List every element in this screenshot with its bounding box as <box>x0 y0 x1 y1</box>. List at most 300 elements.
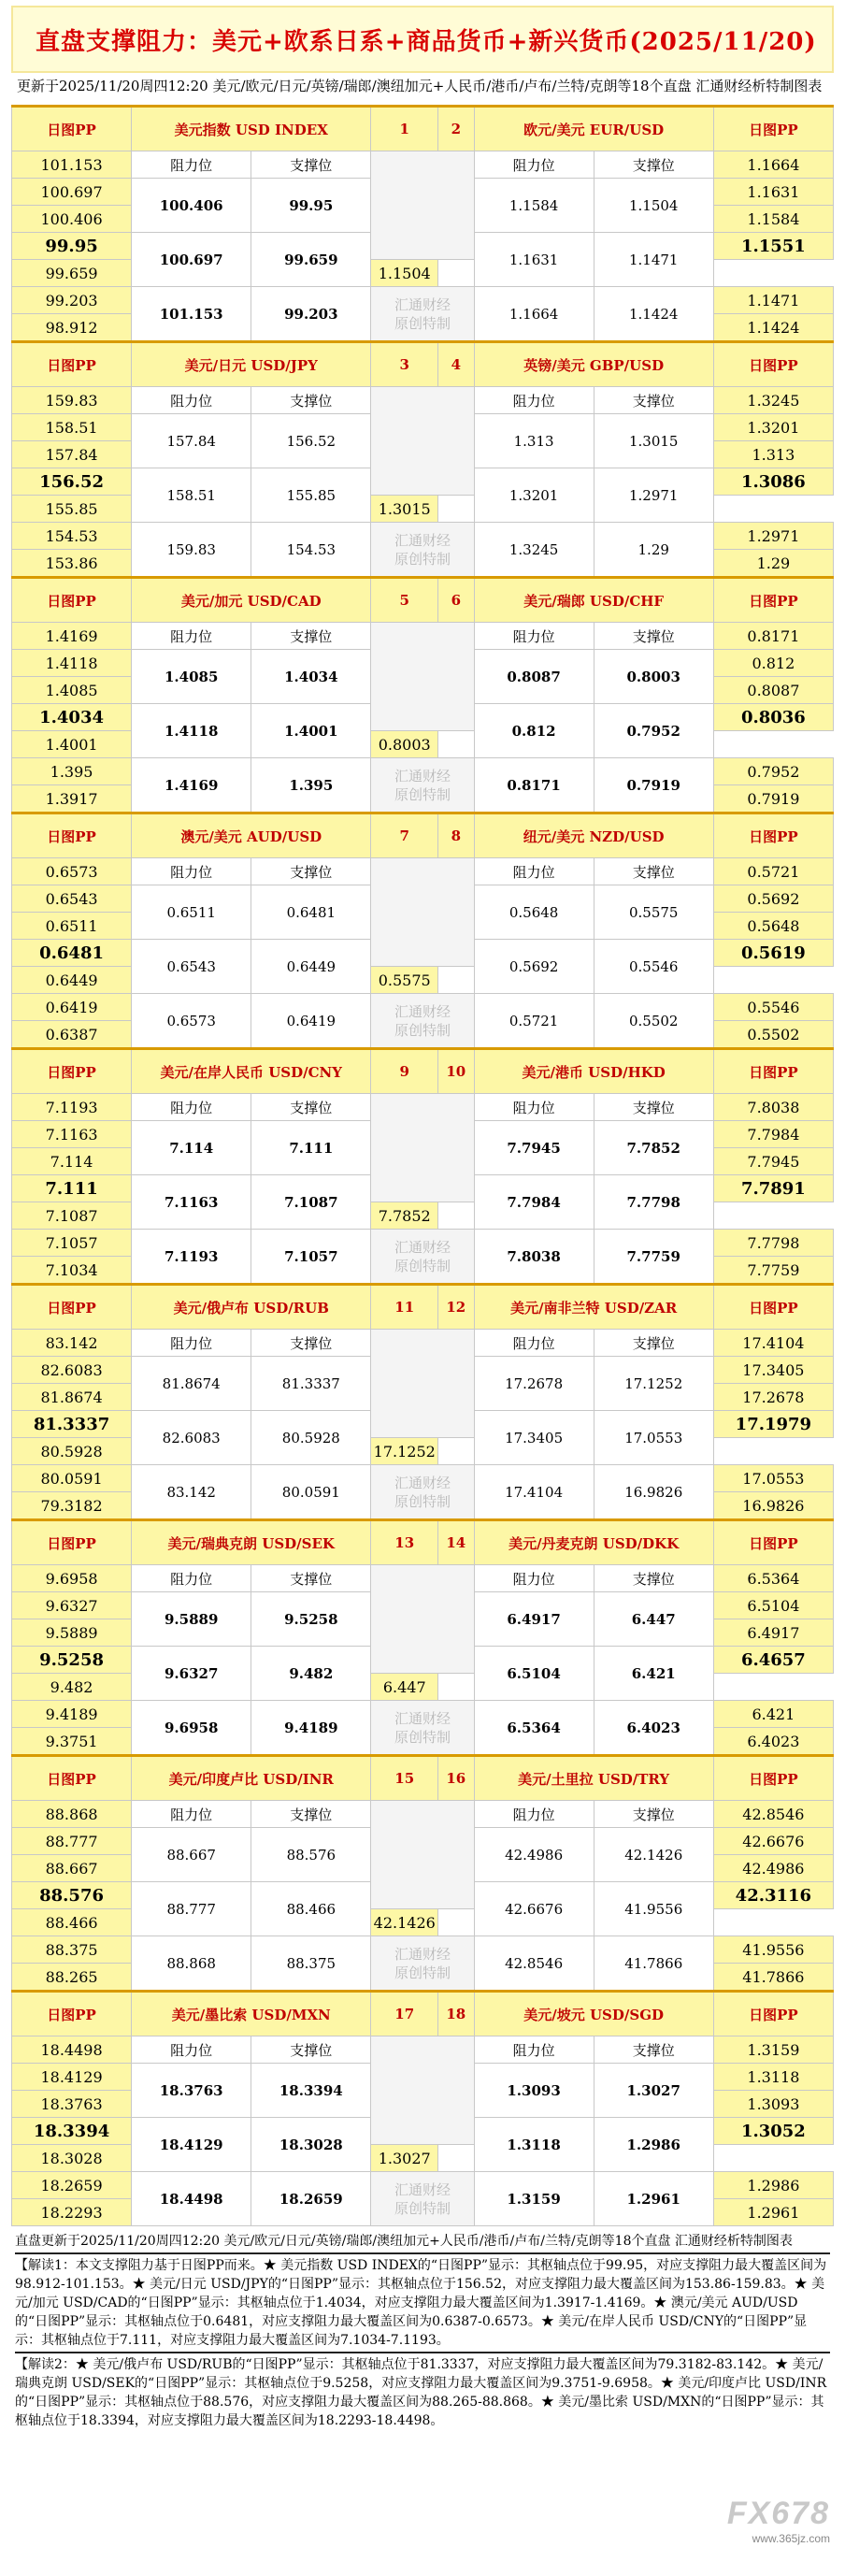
page-title: 直盘支撑阻力：美元+欧系日系+商品货币+新兴货币(2025/11/20) <box>11 6 834 73</box>
pp-value-left: 1.395 <box>12 758 132 785</box>
resistance-value-left: 1.4169 <box>132 758 251 813</box>
pp-value-right: 0.7952 <box>713 758 833 785</box>
pp-value-left: 9.4189 <box>12 1701 132 1728</box>
pp-label-right: 日图PP <box>713 813 833 858</box>
support-value-left: 88.576 <box>251 1828 371 1882</box>
divider <box>15 2352 830 2353</box>
table-row <box>12 2036 834 2064</box>
pp-value-right: 1.1584 <box>713 206 833 233</box>
pp-value-right: 41.9556 <box>713 1936 833 1964</box>
support-value-right: 1.29 <box>594 523 713 578</box>
block-header-row <box>12 578 834 623</box>
divider <box>15 2252 830 2254</box>
resistance-value-left: 9.6327 <box>132 1647 251 1701</box>
watermark-line: 汇通财经 <box>394 767 451 784</box>
pp-value-left: 7.1163 <box>12 1121 132 1148</box>
resistance-value-left: 1.4085 <box>132 650 251 704</box>
pp-value-right: 17.0553 <box>713 1465 833 1492</box>
pp-value-left: 80.0591 <box>12 1465 132 1492</box>
pp-value-right: 41.7866 <box>713 1964 833 1992</box>
watermark-line: 原创特制 <box>394 1964 451 1981</box>
middle-spacer <box>371 151 474 260</box>
pivot-table <box>11 105 834 2226</box>
pp-value-right: 1.3027 <box>371 2145 438 2172</box>
pp-value-left: 1.4085 <box>12 677 132 704</box>
resistance-value-left: 88.868 <box>132 1936 251 1992</box>
pp-value-right: 7.7852 <box>371 1202 438 1230</box>
pp-value-left: 155.85 <box>12 496 132 523</box>
pair-name-left: 美元/墨比索 USD/MXN <box>132 1992 371 2036</box>
resistance-value-right: 1.1664 <box>474 287 594 342</box>
pp-value-left: 7.1034 <box>12 1257 132 1285</box>
pp-value-left: 9.3751 <box>12 1728 132 1756</box>
support-value-left: 0.6419 <box>251 994 371 1049</box>
resistance-label: 阻力位 <box>474 2036 594 2064</box>
resistance-value-left: 18.3763 <box>132 2064 251 2118</box>
watermark-text <box>371 758 474 813</box>
block-header-row <box>12 1756 834 1801</box>
pp-value-right: 6.4657 <box>713 1647 833 1674</box>
pair-number: 14 <box>438 1520 474 1565</box>
pp-value-right: 1.1504 <box>371 260 438 287</box>
pp-value-left: 1.3917 <box>12 785 132 813</box>
resistance-value-right: 1.1631 <box>474 233 594 287</box>
pp-label-right: 日图PP <box>713 1049 833 1094</box>
support-value-right: 7.7852 <box>594 1121 713 1175</box>
support-value-left: 99.203 <box>251 287 371 342</box>
resistance-value-right: 17.3405 <box>474 1411 594 1465</box>
pp-value-right: 0.8003 <box>371 731 438 758</box>
watermark-line: 汇通财经 <box>394 1474 451 1491</box>
pp-value-left: 156.52 <box>12 468 132 496</box>
pp-value-right: 6.447 <box>371 1674 438 1701</box>
resistance-value-left: 9.5889 <box>132 1592 251 1647</box>
resistance-value-left: 7.1163 <box>132 1175 251 1230</box>
resistance-label: 阻力位 <box>474 1801 594 1828</box>
pair-name-right: 美元/丹麦克朗 USD/DKK <box>474 1520 713 1565</box>
support-label: 支撑位 <box>251 2036 371 2064</box>
pp-label-right: 日图PP <box>713 1992 833 2036</box>
pp-value-right: 0.5575 <box>371 967 438 994</box>
support-value-left: 155.85 <box>251 468 371 523</box>
resistance-value-right: 0.812 <box>474 704 594 758</box>
table-row <box>12 623 834 650</box>
pair-name-left: 美元/印度卢比 USD/INR <box>132 1756 371 1801</box>
resistance-value-right: 42.8546 <box>474 1936 594 1992</box>
pp-label-left: 日图PP <box>12 1992 132 2036</box>
pp-value-left: 99.203 <box>12 287 132 314</box>
support-value-left: 1.4034 <box>251 650 371 704</box>
pp-value-left: 9.482 <box>12 1674 132 1701</box>
pp-value-left: 7.111 <box>12 1175 132 1202</box>
pair-name-left: 美元/俄卢布 USD/RUB <box>132 1285 371 1330</box>
support-value-left: 156.52 <box>251 414 371 468</box>
resistance-value-right: 6.5104 <box>474 1647 594 1701</box>
support-value-right: 7.7759 <box>594 1230 713 1285</box>
resistance-value-left: 157.84 <box>132 414 251 468</box>
support-value-right: 16.9826 <box>594 1465 713 1520</box>
pair-number: 16 <box>438 1756 474 1801</box>
pp-value-left: 9.6958 <box>12 1565 132 1592</box>
pp-value-right: 1.3118 <box>713 2064 833 2091</box>
support-label: 支撑位 <box>251 1565 371 1592</box>
fx678-logo: FX678 <box>726 2496 830 2531</box>
pp-value-left: 159.83 <box>12 387 132 414</box>
watermark-line: 汇通财经 <box>394 2180 451 2198</box>
support-value-left: 88.375 <box>251 1936 371 1992</box>
watermark-line: 原创特制 <box>394 550 451 568</box>
pair-number: 7 <box>371 813 438 858</box>
pp-value-left: 1.4001 <box>12 731 132 758</box>
table-row <box>12 523 834 550</box>
support-value-right: 1.2986 <box>594 2118 713 2172</box>
pair-name-right: 美元/港币 USD/HKD <box>474 1049 713 1094</box>
support-label: 支撑位 <box>251 1330 371 1357</box>
resistance-value-right: 6.4917 <box>474 1592 594 1647</box>
pp-value-left: 18.2293 <box>12 2199 132 2226</box>
pair-number: 1 <box>371 107 438 151</box>
watermark-text <box>371 1701 474 1756</box>
pp-value-right: 0.5721 <box>713 858 833 885</box>
block-header-row <box>12 1285 834 1330</box>
pp-value-right: 6.4917 <box>713 1619 833 1647</box>
resistance-value-right: 0.8087 <box>474 650 594 704</box>
table-row <box>12 1565 834 1592</box>
pp-label-right: 日图PP <box>713 107 833 151</box>
pp-value-left: 1.4118 <box>12 650 132 677</box>
support-value-left: 0.6481 <box>251 885 371 940</box>
footer-update: 直盘更新于2025/11/20周四12:20 美元/欧元/日元/英镑/瑞郎/澳纽加元+人民币/港币/卢布/兰特/克朗等18个直盘 汇通财经析特制图表 <box>15 2234 793 2249</box>
pp-value-left: 0.6419 <box>12 994 132 1021</box>
block-header-row <box>12 107 834 151</box>
resistance-value-left: 9.6958 <box>132 1701 251 1756</box>
table-row <box>12 994 834 1021</box>
pp-value-left: 7.1057 <box>12 1230 132 1257</box>
pp-value-left: 7.1193 <box>12 1094 132 1121</box>
pp-value-right: 7.7984 <box>713 1121 833 1148</box>
pp-value-left: 18.3028 <box>12 2145 132 2172</box>
support-value-left: 99.95 <box>251 179 371 233</box>
pair-name-left: 美元/在岸人民币 USD/CNY <box>132 1049 371 1094</box>
resistance-label: 阻力位 <box>132 1801 251 1828</box>
block-header-row <box>12 342 834 387</box>
resistance-label: 阻力位 <box>132 858 251 885</box>
pp-value-left: 0.6449 <box>12 967 132 994</box>
pp-value-left: 0.6481 <box>12 940 132 967</box>
resistance-value-left: 83.142 <box>132 1465 251 1520</box>
support-label: 支撑位 <box>251 623 371 650</box>
table-row <box>12 1094 834 1121</box>
pp-value-left: 1.4034 <box>12 704 132 731</box>
resistance-label: 阻力位 <box>474 1094 594 1121</box>
pp-value-right: 1.1471 <box>713 287 833 314</box>
resistance-value-right: 42.6676 <box>474 1882 594 1936</box>
watermark-line: 汇通财经 <box>394 1238 451 1256</box>
resistance-value-right: 42.4986 <box>474 1828 594 1882</box>
watermark-line: 汇通财经 <box>394 1709 451 1727</box>
pp-value-right: 17.4104 <box>713 1330 833 1357</box>
pp-value-right: 1.1551 <box>713 233 833 260</box>
pair-name-right: 美元/土里拉 USD/TRY <box>474 1756 713 1801</box>
block-header-row <box>12 1049 834 1094</box>
resistance-value-left: 18.4498 <box>132 2172 251 2226</box>
pp-value-right: 17.1252 <box>371 1438 438 1465</box>
resistance-label: 阻力位 <box>132 1094 251 1121</box>
watermark-text <box>371 994 474 1049</box>
table-row <box>12 1330 834 1357</box>
pp-value-right: 1.3159 <box>713 2036 833 2064</box>
support-value-right: 42.1426 <box>594 1828 713 1882</box>
pp-value-right: 17.1979 <box>713 1411 833 1438</box>
support-value-right: 0.5575 <box>594 885 713 940</box>
pp-label-left: 日图PP <box>12 342 132 387</box>
resistance-value-left: 7.1193 <box>132 1230 251 1285</box>
pp-value-right: 42.4986 <box>713 1855 833 1882</box>
resistance-value-right: 0.8171 <box>474 758 594 813</box>
pair-number: 18 <box>438 1992 474 2036</box>
pp-value-right: 1.2961 <box>713 2199 833 2226</box>
resistance-value-right: 1.1584 <box>474 179 594 233</box>
note-1: 【解读1：本文支撑阻力基于日图PP而来。★ 美元指数 USD INDEX的“日图PP”显示：其枢轴点位于99.95，对应支撑阻力最大覆盖区间为98.912-101.153。★ 美元/日元 USD/JPY的“日图PP”显示：其枢轴点位于156.52，对应支撑阻力最大覆盖区间为153.86-159.83。★ 美元/加元 USD/CAD的“日图PP”显示：其枢轴点位于1.4034，对应支撑阻力最大覆盖区间为1.3917-1.4169。★ 澳元/美元 AUD/USD的“日图PP”显示：其枢轴点位于0.6481，对应支撑阻力最大覆盖区间为0.6387-0.6573。★ 美元/在岸人民币 USD/CNY的“日图PP”显示：其枢轴点位于7.111，对应支撑阻力最大覆盖区间为7.1034-7.1193。 <box>15 2258 827 2348</box>
support-value-left: 1.4001 <box>251 704 371 758</box>
watermark-text <box>371 523 474 578</box>
pp-value-left: 82.6083 <box>12 1357 132 1384</box>
pp-value-left: 154.53 <box>12 523 132 550</box>
pp-value-left: 9.5258 <box>12 1647 132 1674</box>
pair-number: 11 <box>371 1285 438 1330</box>
resistance-value-right: 7.7984 <box>474 1175 594 1230</box>
pp-value-left: 0.6511 <box>12 913 132 940</box>
pp-value-left: 88.375 <box>12 1936 132 1964</box>
pair-number: 2 <box>438 107 474 151</box>
support-value-right: 0.8003 <box>594 650 713 704</box>
pp-label-right: 日图PP <box>713 1520 833 1565</box>
table-row <box>12 758 834 785</box>
pair-name-left: 美元/加元 USD/CAD <box>132 578 371 623</box>
middle-spacer <box>371 1565 474 1674</box>
pair-number: 12 <box>438 1285 474 1330</box>
pp-value-right: 0.7919 <box>713 785 833 813</box>
resistance-value-right: 0.5648 <box>474 885 594 940</box>
support-value-right: 41.9556 <box>594 1882 713 1936</box>
support-value-right: 0.5502 <box>594 994 713 1049</box>
pp-value-left: 80.5928 <box>12 1438 132 1465</box>
pp-value-left: 153.86 <box>12 550 132 578</box>
pp-label-right: 日图PP <box>713 578 833 623</box>
pp-value-left: 157.84 <box>12 441 132 468</box>
pp-value-left: 88.576 <box>12 1882 132 1909</box>
support-value-left: 18.2659 <box>251 2172 371 2226</box>
support-value-right: 6.447 <box>594 1592 713 1647</box>
resistance-value-left: 100.406 <box>132 179 251 233</box>
resistance-label: 阻力位 <box>132 387 251 414</box>
resistance-label: 阻力位 <box>132 623 251 650</box>
pp-value-left: 99.95 <box>12 233 132 260</box>
support-value-right: 1.3015 <box>594 414 713 468</box>
resistance-value-right: 1.3201 <box>474 468 594 523</box>
support-label: 支撑位 <box>251 151 371 179</box>
support-label: 支撑位 <box>251 858 371 885</box>
resistance-value-left: 7.114 <box>132 1121 251 1175</box>
middle-spacer <box>371 858 474 967</box>
middle-spacer <box>371 387 474 496</box>
block-header-row <box>12 813 834 858</box>
resistance-label: 阻力位 <box>474 1565 594 1592</box>
pp-value-right: 17.2678 <box>713 1384 833 1411</box>
watermark-text <box>371 287 474 342</box>
pp-value-left: 88.466 <box>12 1909 132 1936</box>
pp-value-right: 6.421 <box>713 1701 833 1728</box>
pair-number: 13 <box>371 1520 438 1565</box>
support-label: 支撑位 <box>251 387 371 414</box>
pp-label-right: 日图PP <box>713 342 833 387</box>
support-value-left: 18.3394 <box>251 2064 371 2118</box>
watermark-text <box>371 2172 474 2226</box>
watermark-line: 原创特制 <box>394 1021 451 1039</box>
resistance-label: 阻力位 <box>132 1565 251 1592</box>
pp-value-left: 158.51 <box>12 414 132 441</box>
support-value-left: 7.1057 <box>251 1230 371 1285</box>
table-row <box>12 2172 834 2199</box>
pp-value-left: 0.6387 <box>12 1021 132 1049</box>
pp-value-right: 1.3086 <box>713 468 833 496</box>
support-value-right: 1.1504 <box>594 179 713 233</box>
middle-spacer <box>371 1801 474 1909</box>
pp-value-left: 9.5889 <box>12 1619 132 1647</box>
resistance-value-left: 88.667 <box>132 1828 251 1882</box>
pp-label-right: 日图PP <box>713 1285 833 1330</box>
pair-number: 6 <box>438 578 474 623</box>
table-row <box>12 1230 834 1257</box>
middle-spacer <box>371 623 474 731</box>
pp-value-right: 1.2971 <box>713 523 833 550</box>
resistance-value-left: 159.83 <box>132 523 251 578</box>
pp-value-right: 1.3245 <box>713 387 833 414</box>
pp-value-right: 7.7945 <box>713 1148 833 1175</box>
support-value-right: 1.3027 <box>594 2064 713 2118</box>
resistance-value-right: 0.5721 <box>474 994 594 1049</box>
pp-value-left: 100.697 <box>12 179 132 206</box>
pp-value-left: 9.6327 <box>12 1592 132 1619</box>
pp-value-left: 18.3763 <box>12 2091 132 2118</box>
support-value-right: 0.5546 <box>594 940 713 994</box>
table-row <box>12 858 834 885</box>
notes <box>11 2232 834 2430</box>
pp-value-right: 0.5648 <box>713 913 833 940</box>
resistance-value-right: 7.7945 <box>474 1121 594 1175</box>
pair-number: 3 <box>371 342 438 387</box>
pair-name-left: 美元/瑞典克朗 USD/SEK <box>132 1520 371 1565</box>
pair-number: 15 <box>371 1756 438 1801</box>
support-value-right: 6.4023 <box>594 1701 713 1756</box>
pair-name-right: 美元/坡元 USD/SGD <box>474 1992 713 2036</box>
table-row <box>12 151 834 179</box>
pp-value-right: 1.3052 <box>713 2118 833 2145</box>
pair-number: 9 <box>371 1049 438 1094</box>
table-row <box>12 1801 834 1828</box>
pp-label-left: 日图PP <box>12 107 132 151</box>
pair-name-right: 欧元/美元 EUR/USD <box>474 107 713 151</box>
support-label: 支撑位 <box>594 1094 713 1121</box>
support-value-left: 81.3337 <box>251 1357 371 1411</box>
watermark-line: 原创特制 <box>394 1257 451 1274</box>
watermark-line: 原创特制 <box>394 314 451 332</box>
middle-spacer <box>371 2036 474 2145</box>
pp-value-right: 0.8036 <box>713 704 833 731</box>
support-value-left: 7.1087 <box>251 1175 371 1230</box>
support-label: 支撑位 <box>251 1801 371 1828</box>
pp-value-right: 7.7891 <box>713 1175 833 1202</box>
resistance-value-left: 82.6083 <box>132 1411 251 1465</box>
resistance-value-right: 1.313 <box>474 414 594 468</box>
resistance-value-right: 0.5692 <box>474 940 594 994</box>
pp-value-right: 1.313 <box>713 441 833 468</box>
watermark-line: 原创特制 <box>394 1492 451 1510</box>
support-label: 支撑位 <box>594 858 713 885</box>
pp-value-right: 1.1424 <box>713 314 833 342</box>
middle-spacer <box>371 1094 474 1202</box>
watermark-line: 汇通财经 <box>394 1002 451 1020</box>
support-value-right: 1.1424 <box>594 287 713 342</box>
pp-value-left: 79.3182 <box>12 1492 132 1520</box>
resistance-value-right: 6.5364 <box>474 1701 594 1756</box>
resistance-value-right: 1.3093 <box>474 2064 594 2118</box>
pp-value-right: 7.7798 <box>713 1230 833 1257</box>
table-row <box>12 287 834 314</box>
pp-value-right: 0.8171 <box>713 623 833 650</box>
support-value-right: 1.1471 <box>594 233 713 287</box>
page <box>11 6 834 2564</box>
resistance-value-left: 81.8674 <box>132 1357 251 1411</box>
support-value-right: 6.421 <box>594 1647 713 1701</box>
resistance-value-right: 1.3245 <box>474 523 594 578</box>
support-value-left: 154.53 <box>251 523 371 578</box>
watermark-line: 汇通财经 <box>394 295 451 313</box>
pp-label-left: 日图PP <box>12 813 132 858</box>
pair-name-right: 英镑/美元 GBP/USD <box>474 342 713 387</box>
pair-name-right: 纽元/美元 NZD/USD <box>474 813 713 858</box>
watermark-text <box>371 1465 474 1520</box>
resistance-value-left: 158.51 <box>132 468 251 523</box>
pp-value-left: 7.114 <box>12 1148 132 1175</box>
pp-value-right: 1.1631 <box>713 179 833 206</box>
support-value-left: 80.0591 <box>251 1465 371 1520</box>
block-header-row <box>12 1520 834 1565</box>
pp-value-left: 0.6543 <box>12 885 132 913</box>
resistance-label: 阻力位 <box>474 387 594 414</box>
pp-value-right: 6.4023 <box>713 1728 833 1756</box>
support-value-left: 18.3028 <box>251 2118 371 2172</box>
pp-label-left: 日图PP <box>12 1049 132 1094</box>
support-value-right: 17.0553 <box>594 1411 713 1465</box>
pp-value-right: 0.5502 <box>713 1021 833 1049</box>
pp-value-right: 6.5104 <box>713 1592 833 1619</box>
resistance-value-right: 1.3159 <box>474 2172 594 2226</box>
watermark-text <box>371 1936 474 1992</box>
pp-label-left: 日图PP <box>12 1756 132 1801</box>
pp-value-right: 42.1426 <box>371 1909 438 1936</box>
pp-value-right: 1.3093 <box>713 2091 833 2118</box>
resistance-value-right: 1.3118 <box>474 2118 594 2172</box>
support-label: 支撑位 <box>594 151 713 179</box>
support-value-right: 7.7798 <box>594 1175 713 1230</box>
pair-number: 8 <box>438 813 474 858</box>
resistance-value-left: 0.6543 <box>132 940 251 994</box>
pp-value-left: 18.4129 <box>12 2064 132 2091</box>
support-label: 支撑位 <box>594 2036 713 2064</box>
site-url: www.365jz.com <box>752 2532 830 2545</box>
pp-label-left: 日图PP <box>12 1520 132 1565</box>
